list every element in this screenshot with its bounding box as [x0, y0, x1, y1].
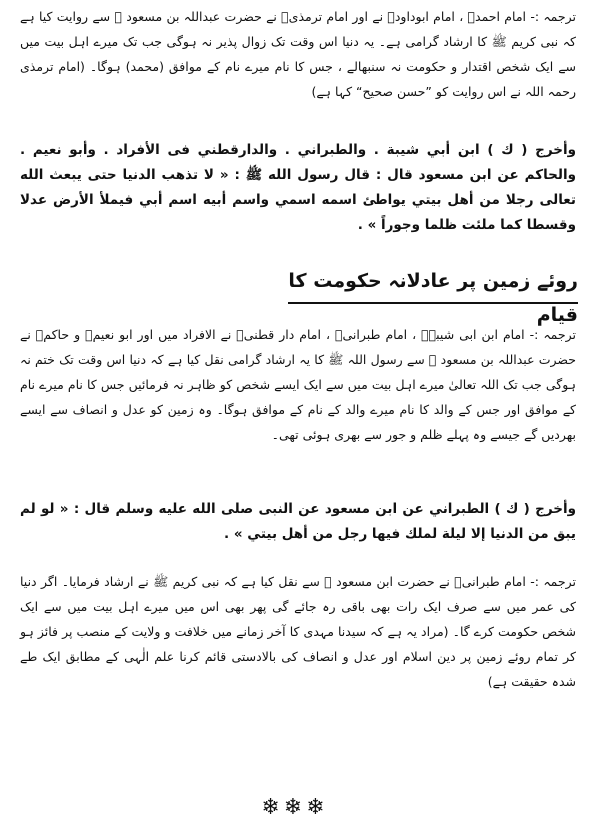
heading-underline — [288, 302, 578, 304]
ornament-divider: ❄❄❄ — [261, 795, 329, 820]
translation-paragraph-2: ترجمہ :- امام ابن ابی شیبہؒ ، امام طبرانیؒ ، امام دار قطنیؒ نے الافراد میں اور ابو نعیمؒ و حاکمؒ نے حضرت عبداللہ بن مسعود ﷜ سے رسول اللہ ﷺ کا یہ ارشاد گرامی نقل کیا ہے کہ دنیا اس وقت تک ختم نہ ہوگی جب تک اللہ تعالیٰ میرے اہل بیت میں سے ایک ایسے شخص کو ظاہر نہ فرمائیں جس کا نام میرے نام کے موافق اور جس کے والد کا نام میرے والد کے نام کے موافق ہوگا۔ وہ زمین کو عدل و انصاف سے ایسے بھردیں گے جیسے وہ پہلے ظلم و جور سے بھری ہوئی تھی۔ — [20, 327, 576, 442]
translation-paragraph-3: ترجمہ :- امام طبرانیؒ نے حضرت ابن مسعود ﷜ سے نقل کیا ہے کہ نبی کریم ﷺ نے ارشاد فرمایا۔ اگر دنیا کی عمر میں سے صرف ایک رات بھی باقی رہ جائے گی پھر بھی اس میں میرے اہل بیت میں سے ایک شخص حکومت کرے گا۔ (مراد یہ ہے کہ سیدنا مہدی کا آخر زمانے میں خلافت و ولایت کے منصب پر فائز ہو کر تمام روئے زمین پر دین اسلام اور عدل و انصاف کی بالادستی قائم کرنا علم الٰہی کے مطابق ایک طے شدہ حقیقت ہے) — [20, 574, 576, 689]
arabic-hadith-paragraph-2: وأخرج ( ك ) الطبراني عن ابن مسعود عن النبى صلى الله عليه وسلم قال : « لو لم يبق من الدنيا إلا ليلة لملك فيها رجل من أهل بيتي » . — [20, 501, 576, 542]
translation-paragraph-1: ترجمہ :- امام احمدؒ ، امام ابوداودؒ نے اور امام ترمذیؒ نے حضرت عبداللہ بن مسعود ﷜ سے روایت کیا ہے کہ نبی کریم ﷺ کا ارشاد گرامی ہے۔ یہ دنیا اس وقت تک زوال پذیر نہ ہوگی جب تک میرے اہل بیت میں سے ایک شخص اقتدار و حکومت نہ سنبھالے ، جس کا نام میرے نام کے موافق (محمد) ہوگا۔ (امام ترمذی رحمہ اللہ نے اس روایت کو ”حسن صحیح“ کہا ہے) — [20, 9, 576, 99]
section-heading-box — [288, 264, 578, 326]
arabic-hadith-paragraph-1: وأخرج ( ك ) ابن أبي شيبة . والطبراني . والدارقطني فى الأفراد . وأبو نعيم . والحاكم عن ابن مسعود قال : قال رسول الله ﷺ : « لا تذهب الدنيا حتى يبعث الله تعالى رجلا من أهل بيتي يواطئ اسمه اسمي واسم أبيه اسم أبي فيملأ الأرض عدلا وقسطا كما ملئت ظلما وجوراً » . — [20, 142, 576, 233]
section-heading: روئے زمین پر عادلانہ حکومت کا قیام — [288, 270, 578, 326]
